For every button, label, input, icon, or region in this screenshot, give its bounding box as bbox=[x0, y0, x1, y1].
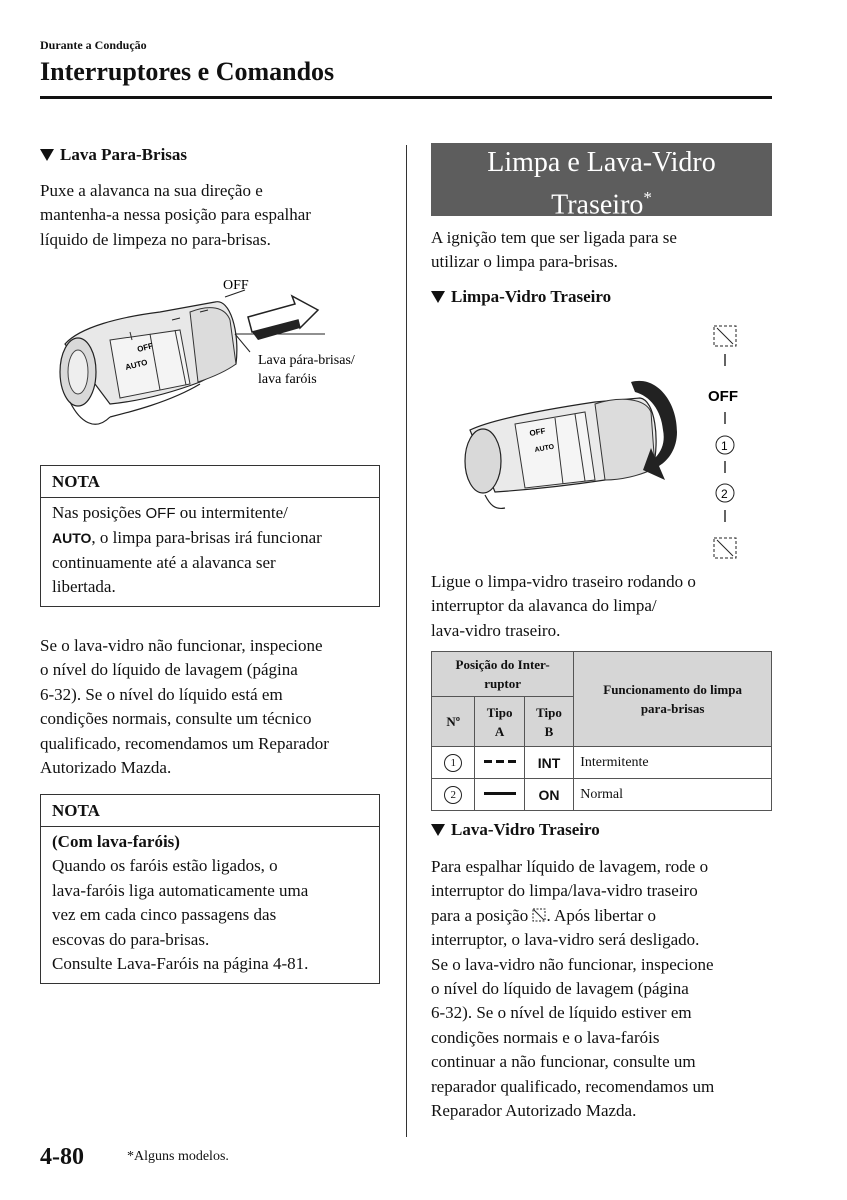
text-line: A ignição tem que ser ligada para se bbox=[431, 228, 677, 247]
position-number: 1 bbox=[444, 754, 462, 772]
table-cell: Normal bbox=[574, 779, 772, 811]
auto-term: AUTO bbox=[52, 530, 92, 547]
limpa-vidro-heading bbox=[431, 287, 611, 307]
text-line: continuar a não funcionar, consulte um bbox=[431, 1052, 696, 1072]
text-line: Puxe a alavanca na sua direção e bbox=[40, 181, 263, 200]
table-header-cell bbox=[432, 652, 574, 697]
text-line: Para espalhar líquido de lavagem, rode o bbox=[431, 857, 709, 876]
banner-asterisk: * bbox=[643, 188, 652, 207]
position-2-label: 2 bbox=[721, 487, 728, 501]
lava-vidro-heading-text: Lava-Vidro Traseiro bbox=[451, 820, 600, 839]
text-line: utilizar o limpa para-brisas. bbox=[431, 252, 618, 272]
text-line: o nível do líquido de lavagem (página bbox=[431, 979, 689, 999]
callout-label-1: Lava pára-brisas/ bbox=[258, 353, 355, 368]
text-line: Reparador Autorizado Mazda. bbox=[431, 1101, 637, 1121]
triangle-bullet-icon bbox=[431, 291, 445, 303]
triangle-bullet-icon bbox=[40, 149, 54, 161]
text-line: condições normais e o lava-faróis bbox=[431, 1027, 660, 1047]
lava-para-brisas-heading bbox=[40, 145, 187, 165]
text-line: Se o lava-vidro não funcionar, inspecione bbox=[431, 954, 714, 974]
table-cell: Intermitente bbox=[574, 747, 772, 779]
table-cell bbox=[432, 779, 475, 811]
text-line: interruptor da alavanca do limpa/ bbox=[431, 596, 657, 616]
callout-label-2: lava faróis bbox=[258, 372, 317, 387]
text-line bbox=[431, 904, 714, 928]
text-span: . Após libertar o bbox=[546, 905, 657, 925]
text-line: Ligue o limpa-vidro traseiro rodando o bbox=[431, 572, 696, 591]
nota-box-1 bbox=[40, 465, 380, 607]
text-line: mantenha-a nessa posição para espalhar bbox=[40, 205, 311, 225]
table-cell bbox=[475, 779, 524, 811]
position-off-label: OFF bbox=[708, 388, 738, 405]
lever-auto-text: AUTO bbox=[534, 443, 555, 454]
continuous-line-icon bbox=[484, 790, 516, 798]
header-text: ruptor bbox=[484, 676, 522, 691]
table-row bbox=[432, 779, 772, 811]
intermittent-dash-icon bbox=[484, 758, 516, 766]
text-line: continuamente até a alavanca ser bbox=[52, 552, 276, 572]
lava-para-brisas-text bbox=[40, 179, 311, 252]
text-line: líquido de limpeza no para-brisas. bbox=[40, 229, 271, 249]
rear-wiper-text bbox=[431, 570, 696, 643]
nota-heading: NOTA bbox=[41, 795, 379, 827]
off-term: OFF bbox=[145, 505, 176, 522]
triangle-bullet-icon bbox=[431, 824, 445, 836]
text-line: condições normais, consulte um técnico bbox=[40, 709, 312, 729]
table-header-cell bbox=[524, 697, 573, 747]
text-line: interruptor do limpa/lava-vidro traseiro bbox=[431, 881, 698, 901]
text-line: libertada. bbox=[52, 577, 116, 597]
nota-body bbox=[41, 498, 379, 604]
text-span: para a posição bbox=[431, 905, 533, 925]
text-line: Autorizado Mazda. bbox=[40, 758, 172, 778]
table-cell bbox=[475, 747, 524, 779]
header-text: Posição do Inter- bbox=[455, 657, 550, 672]
table-cell: ON bbox=[524, 779, 573, 811]
lever-off-text: OFF bbox=[136, 341, 155, 354]
table-header-cell bbox=[475, 697, 524, 747]
banner-text: Traseiro bbox=[551, 189, 644, 221]
header-text: Tipo bbox=[536, 704, 562, 720]
text-span: , o limpa para-brisas irá funcionar bbox=[91, 528, 322, 548]
wiper-position-table bbox=[431, 651, 772, 811]
text-line: lava-vidro traseiro. bbox=[431, 620, 561, 640]
text-line: reparador qualificado, recomendamos um bbox=[431, 1076, 715, 1096]
text-line: vez em cada cinco passagens das bbox=[52, 905, 277, 925]
banner-line-2 bbox=[431, 180, 772, 222]
washer-icon bbox=[532, 908, 546, 922]
text-line: 6-32). Se o nível de líquido estiver em bbox=[431, 1003, 692, 1023]
position-number: 2 bbox=[444, 786, 462, 804]
text-line: interruptor, o lava-vidro será desligado. bbox=[431, 930, 700, 950]
nota-box-2 bbox=[40, 794, 380, 984]
table-cell bbox=[432, 747, 475, 779]
banner-line-1: Limpa e Lava-Vidro bbox=[487, 147, 716, 178]
page-number: 4-80 bbox=[40, 1144, 84, 1170]
text-line: qualificado, recomendamos um Reparador bbox=[40, 733, 329, 753]
lava-vidro-text bbox=[431, 855, 714, 1123]
nota-heading: NOTA bbox=[41, 466, 379, 498]
footnote: *Alguns modelos. bbox=[127, 1149, 229, 1164]
table-cell: INT bbox=[524, 747, 573, 779]
header-text: B bbox=[544, 723, 554, 739]
text-line: (Com lava-faróis) bbox=[52, 832, 180, 851]
lava-para-brisas-heading-text: Lava Para-Brisas bbox=[60, 145, 188, 164]
text-span: ou intermitente/ bbox=[175, 503, 288, 522]
column-divider bbox=[406, 145, 407, 1137]
header-text: A bbox=[494, 723, 505, 739]
rear-wiper-illustration bbox=[455, 320, 775, 565]
title-rule bbox=[40, 96, 772, 99]
header-text: Funcionamento do limpa bbox=[603, 682, 742, 697]
table-header-cell bbox=[574, 652, 772, 747]
page-title: Interruptores e Comandos bbox=[40, 57, 335, 86]
text-line: 6-32). Se o nível do líquido está em bbox=[40, 684, 283, 704]
lever-auto-text: AUTO bbox=[124, 357, 149, 372]
text-line: Nas posições OFF ou intermitente/ bbox=[52, 503, 288, 522]
rear-wiper-figure bbox=[455, 320, 775, 565]
lava-vidro-check-text bbox=[40, 634, 329, 780]
off-label: OFF bbox=[223, 278, 249, 293]
text-line: Consulte Lava-Faróis na página 4-81. bbox=[52, 954, 309, 974]
section-label: Durante a Condução bbox=[40, 38, 147, 52]
ignition-text bbox=[431, 226, 677, 275]
header-text: Tipo bbox=[486, 704, 513, 720]
text-line: Se o lava-vidro não funcionar, inspecione bbox=[40, 636, 323, 655]
text-line: Quando os faróis estão ligados, o bbox=[52, 856, 278, 876]
text-line bbox=[52, 526, 369, 550]
section-banner bbox=[431, 143, 772, 221]
stalk-washer-figure bbox=[40, 272, 380, 437]
table-header-cell: Nº bbox=[432, 697, 475, 747]
lava-vidro-heading bbox=[431, 820, 600, 840]
table-row bbox=[432, 747, 772, 779]
position-1-label: 1 bbox=[721, 439, 728, 453]
header-text: para-brisas bbox=[640, 701, 705, 716]
text-line: escovas do para-brisas. bbox=[52, 929, 210, 949]
text-line: o nível do líquido de lavagem (página bbox=[40, 660, 298, 680]
limpa-vidro-heading-text: Limpa-Vidro Traseiro bbox=[451, 287, 612, 306]
text-line: lava-faróis liga automaticamente uma bbox=[52, 880, 309, 900]
lever-off-text: OFF bbox=[528, 426, 547, 438]
stalk-washer-illustration bbox=[40, 272, 380, 437]
nota-body bbox=[41, 827, 379, 980]
